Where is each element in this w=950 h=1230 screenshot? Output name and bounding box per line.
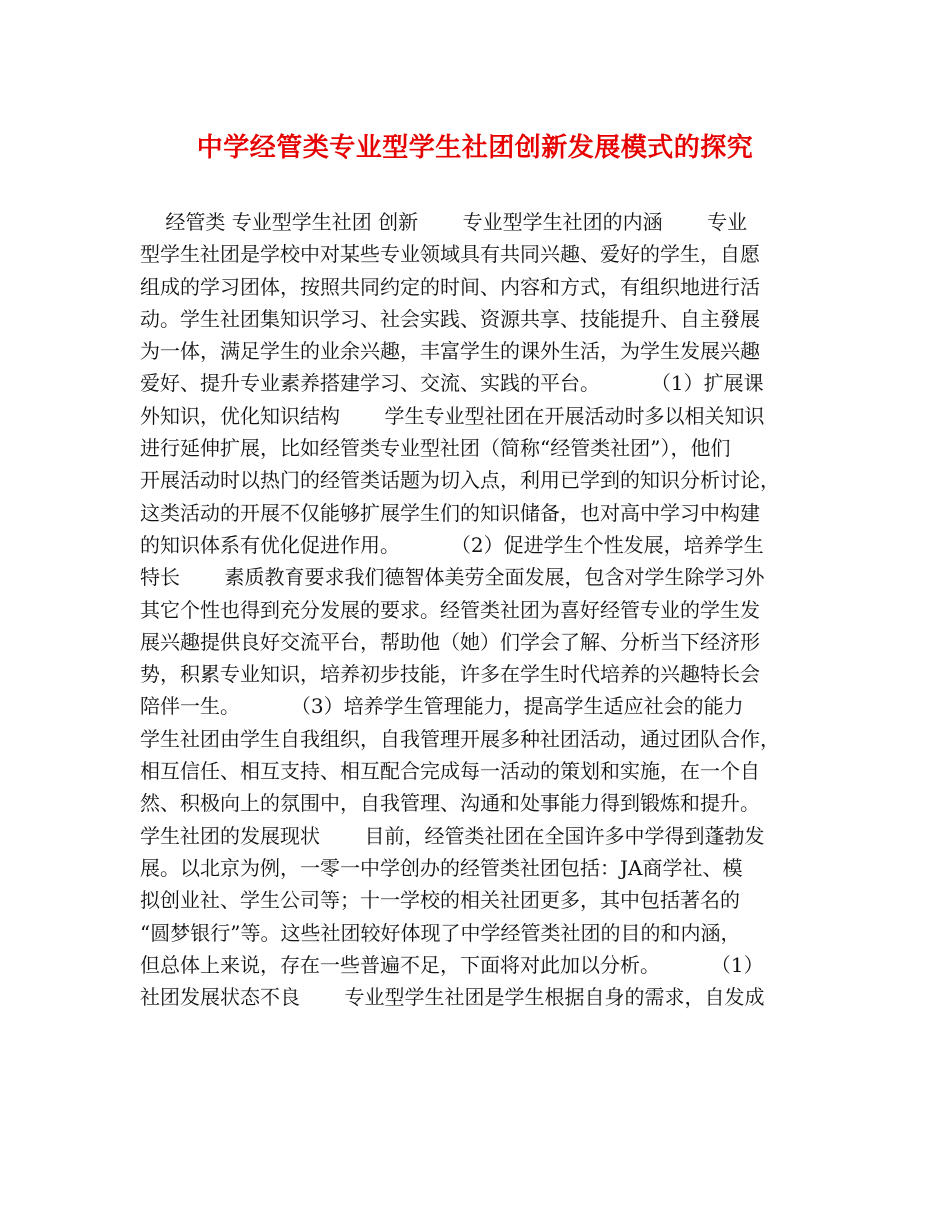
body-line: 开展活动时以热门的经管类话题为切入点，利用已学到的知识分析讨论， xyxy=(140,468,780,493)
body-line: 进行延伸扩展，比如经管类专业型社团（简称“经管类社团”），他们 xyxy=(140,436,731,461)
body-line: 这类活动的开展不仅能够扩展学生们的知识储备，也对高中学习中构建 xyxy=(140,500,760,525)
body-line: 爱好、提升专业素养搭建学习、交流、实践的平台。 （1）扩展课 xyxy=(140,371,764,396)
document-title: 中学经管类专业型学生社团创新发展模式的探究 xyxy=(196,133,754,163)
body-line: 的知识体系有优化促进作用。 （2）促进学生个性发展，培养学生 xyxy=(140,532,764,557)
document-body xyxy=(140,206,816,1013)
body-line: 陪伴一生。 （3）培养学生管理能力，提高学生适应社会的能力 xyxy=(140,694,744,719)
body-line: 其它个性也得到充分发展的要求。经管类社团为喜好经管专业的学生发 xyxy=(140,597,760,622)
body-line: 经管类 专业型学生社团 创新 专业型学生社团的内涵 专业 xyxy=(140,210,748,234)
body-line: 外知识，优化知识结构 学生专业型社团在开展活动时多以相关知识 xyxy=(140,403,765,428)
body-line: 为一体，满足学生的业余兴趣，丰富学生的课外生活，为学生发展兴趣 xyxy=(140,339,760,364)
body-line: 组成的学习团体，按照共同约定的时间、内容和方式，有组织地进行活 xyxy=(140,274,760,299)
body-line: 展。以北京为例，一零一中学创办的经管类社团包括：JA商学社、模 xyxy=(140,855,743,880)
body-line: 然、积极向上的氛围中，自我管理、沟通和处事能力得到锻炼和提升。 xyxy=(140,791,760,816)
body-line: 势，积累专业知识，培养初步技能，许多在学生时代培养的兴趣特长会 xyxy=(140,662,760,687)
body-line: 拟创业社、学生公司等；十一学校的相关社团更多，其中包括著名的 xyxy=(140,888,740,913)
body-line: 特长 素质教育要求我们德智体美劳全面发展，包含对学生除学习外 xyxy=(140,565,765,590)
body-line: 学生社团的发展现状 目前，经管类社团在全国许多中学得到蓬勃发 xyxy=(140,823,765,848)
body-line: 型学生社团是学校中对某些专业领域具有共同兴趣、爱好的学生，自愿 xyxy=(140,242,760,267)
body-line: 社团发展状态不良 专业型学生社团是学生根据自身的需求，自发成 xyxy=(140,985,765,1010)
body-line: 动。学生社团集知识学习、社会实践、资源共享、技能提升、自主發展 xyxy=(140,306,760,331)
body-line: 相互信任、相互支持、相互配合完成每一活动的策划和实施，在一个自 xyxy=(140,759,760,784)
body-line: 展兴趣提供良好交流平台，帮助他（她）们学会了解、分析当下经济形 xyxy=(140,629,760,654)
body-line: “圆梦银行”等。这些社团较好体现了中学经管类社团的目的和内涵， xyxy=(140,920,741,945)
body-line: 学生社团由学生自我组织，自我管理开展多种社团活动，通过团队合作， xyxy=(140,726,780,751)
body-line: 但总体上来说，存在一些普遍不足，下面将对此加以分析。 （1） xyxy=(140,952,764,977)
